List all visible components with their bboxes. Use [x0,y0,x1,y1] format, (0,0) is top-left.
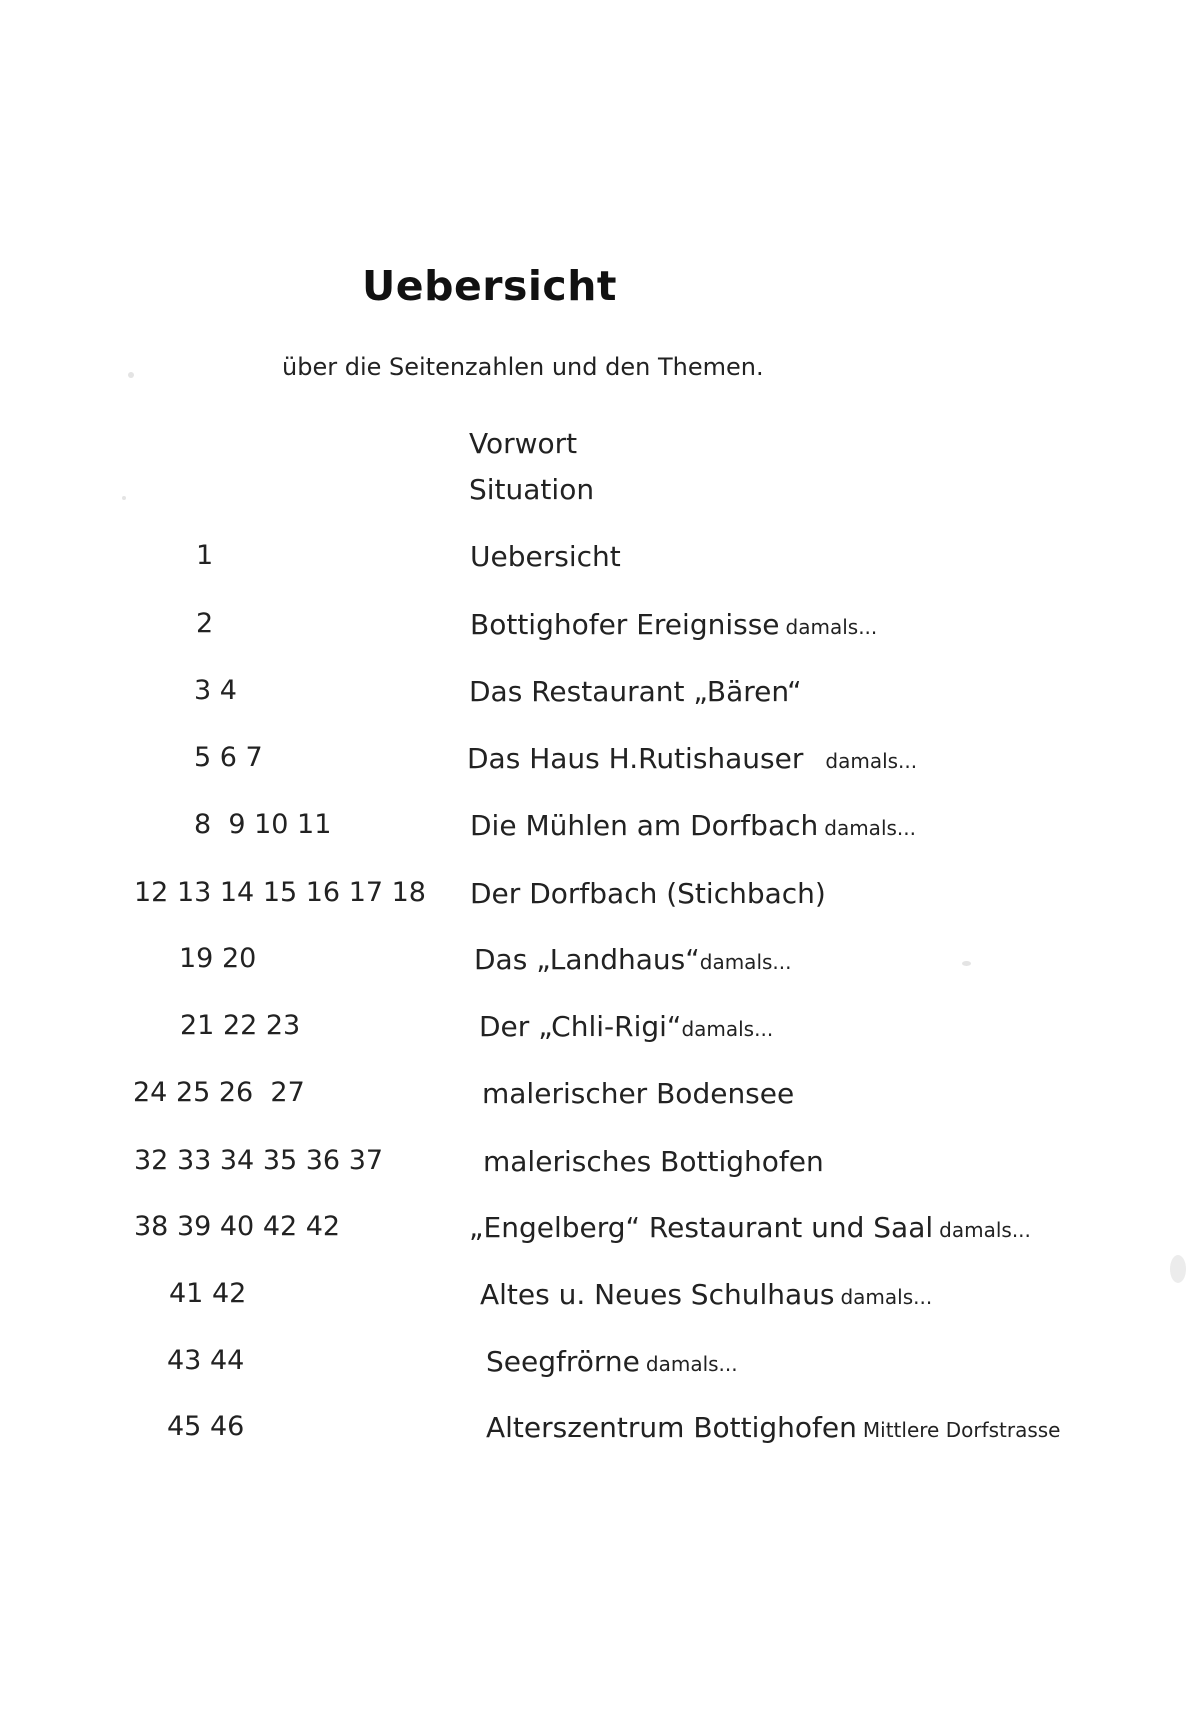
toc-note: Mittlere Dorfstrasse [862,1418,1061,1442]
page-title: Uebersicht [362,262,618,310]
toc-pages: 43 44 [167,1345,245,1376]
toc-row [0,608,1200,648]
toc-note: damals... [825,749,918,773]
toc-row [0,1145,1200,1185]
toc-topic [469,675,802,708]
preface-item-vorwort: Vorwort [469,427,578,460]
toc-topic-text: Das „Landhaus“ [474,943,700,976]
toc-topic [486,1411,1060,1444]
scan-speck [122,496,126,500]
page-subtitle: über die Seitenzahlen und den Themen. [282,353,764,381]
toc-note: damals... [785,615,878,639]
toc-row [0,1345,1200,1385]
toc-topic-text: Bottighofer Ereignisse [470,608,780,641]
toc-row [0,742,1200,782]
toc-pages: 45 46 [167,1411,245,1442]
toc-row [0,1211,1200,1251]
toc-topic-text: malerisches Bottighofen [483,1145,824,1178]
toc-topic [470,608,877,641]
toc-row [0,540,1200,580]
toc-pages: 19 20 [179,943,257,974]
toc-row [0,1278,1200,1318]
toc-topic [479,1010,773,1043]
toc-pages: 41 42 [169,1278,247,1309]
toc-pages: 1 [196,540,214,571]
toc-topic-text: malerischer Bodensee [482,1077,795,1110]
toc-topic-text: Die Mühlen am Dorfbach [470,809,819,842]
toc-pages: 3 4 [194,675,237,706]
toc-pages: 12 13 14 15 16 17 18 [134,877,426,908]
toc-topic-text: Uebersicht [470,540,621,573]
toc-topic [482,1077,794,1110]
toc-row [0,1077,1200,1117]
toc-pages: 38 39 40 42 42 [134,1211,341,1242]
toc-topic [467,742,917,775]
toc-note: damals... [840,1285,933,1309]
toc-pages: 8 9 10 11 [194,809,332,840]
toc-topic-text: Alterszentrum Bottighofen [486,1411,857,1444]
toc-topic [486,1345,738,1378]
preface-item-situation: Situation [469,473,595,506]
toc-topic-text: Altes u. Neues Schulhaus [480,1278,835,1311]
toc-pages: 24 25 26 27 [133,1077,305,1108]
toc-topic [470,540,621,573]
toc-row [0,1010,1200,1050]
toc-topic-text: Der „Chli-Rigi“ [479,1010,682,1043]
toc-topic [470,877,826,910]
toc-topic-text: Der Dorfbach (Stichbach) [470,877,826,910]
toc-row [0,1411,1200,1451]
toc-note: damals... [681,1017,774,1041]
toc-row [0,809,1200,849]
toc-note: damals... [699,950,792,974]
toc-pages: 32 33 34 35 36 37 [134,1145,384,1176]
scan-speck [128,372,134,378]
toc-row [0,877,1200,917]
toc-topic [480,1278,932,1311]
toc-pages: 5 6 7 [194,742,263,773]
toc-note: damals... [939,1218,1031,1242]
toc-topic [483,1145,824,1178]
toc-topic [469,1211,1031,1244]
toc-pages: 21 22 23 [180,1010,301,1041]
toc-topic-text: Das Haus H.Rutishauser [467,742,804,775]
toc-note: damals... [824,816,916,840]
toc-topic-text: „Engelberg“ Restaurant und Saal [469,1211,934,1244]
toc-topic-text: Das Restaurant „Bären“ [469,675,802,708]
toc-topic [474,943,792,976]
toc-row [0,943,1200,983]
toc-topic [470,809,916,842]
toc-topic-text: Seegfrörne [486,1345,640,1378]
toc-pages: 2 [196,608,214,639]
toc-note: damals... [645,1352,738,1376]
toc-row [0,675,1200,715]
